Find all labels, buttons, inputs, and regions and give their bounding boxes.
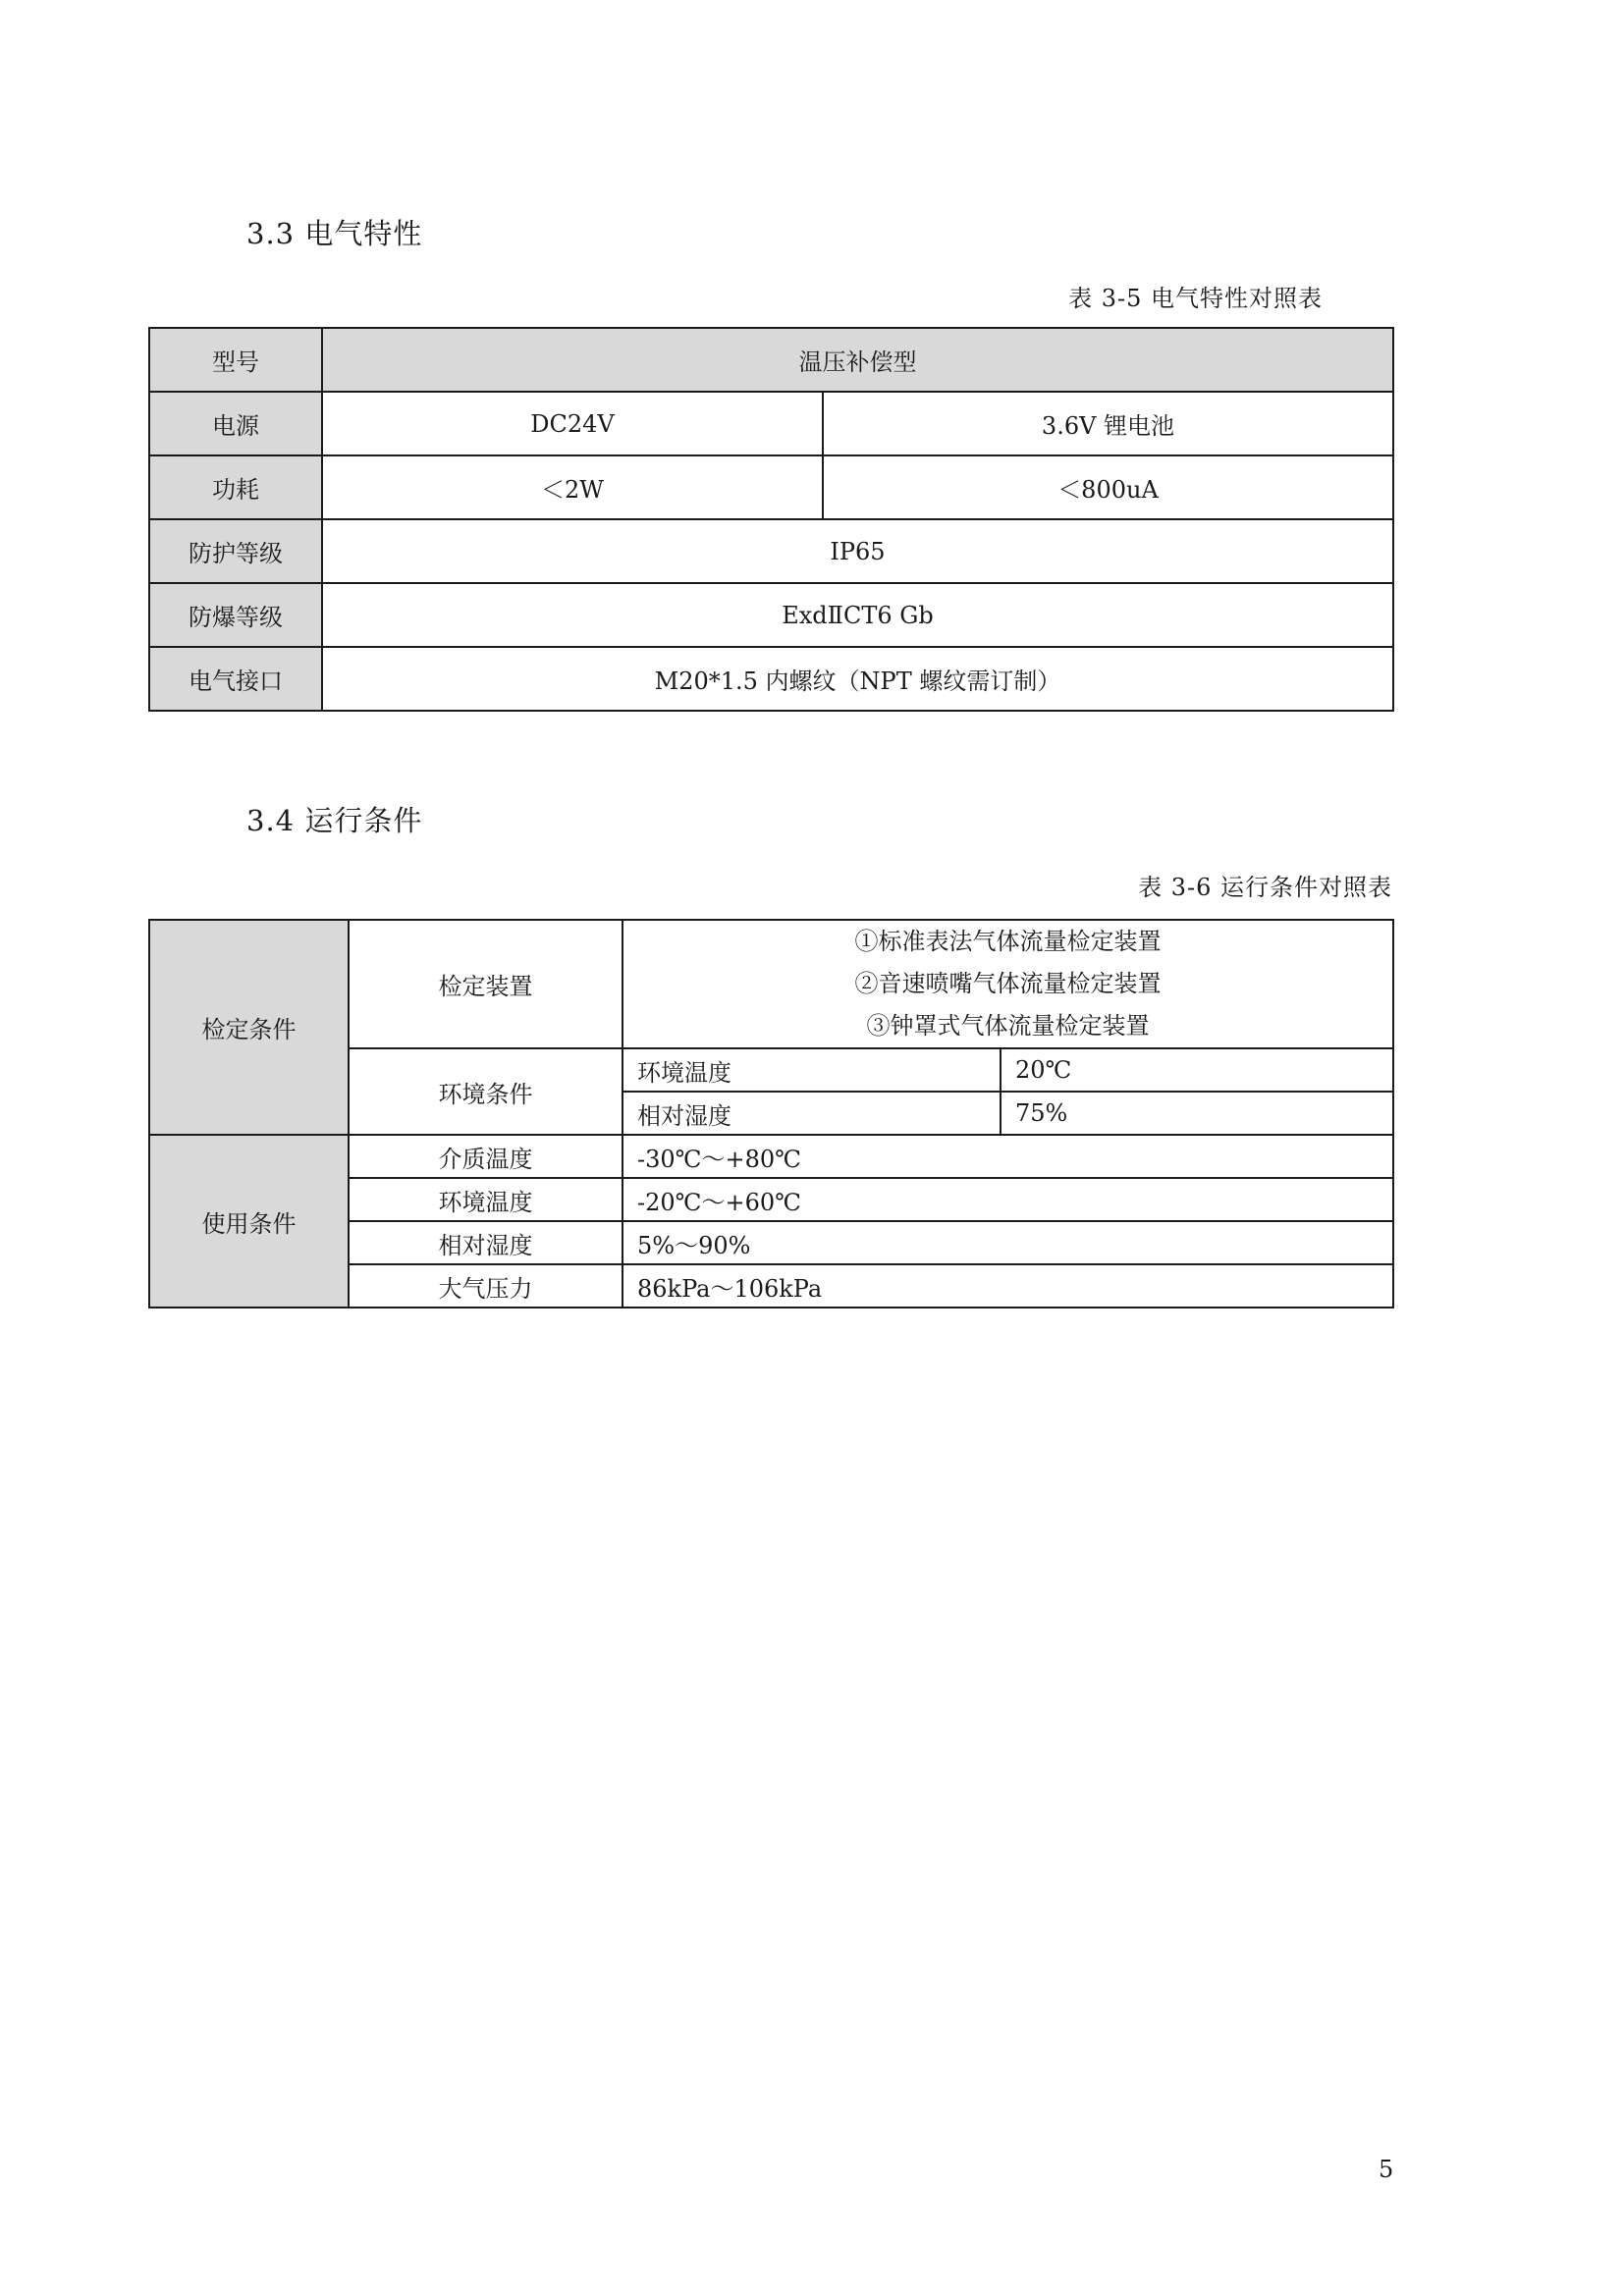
operating-conditions-table — [148, 919, 1394, 1308]
usage-condition-name: 环境温度 — [349, 1178, 623, 1221]
table-caption-3-6: 表 3-6 运行条件对照表 — [1138, 874, 1392, 901]
table-row — [149, 583, 1393, 647]
power-battery-value: 3.6V 锂电池 — [823, 392, 1393, 455]
device-item: ②音速喷嘴气体流量检定装置 — [854, 970, 1162, 997]
usage-condition-value: 86kPa～106kPa — [623, 1264, 1393, 1308]
consumption-dc-value: ＜2W — [322, 455, 823, 519]
protection-value: IP65 — [322, 519, 1393, 583]
table-row — [149, 455, 1393, 519]
table-row — [149, 920, 1393, 1048]
env-value: 20℃ — [1001, 1048, 1393, 1092]
section-heading-3-3: 3.3 电气特性 — [246, 217, 423, 250]
verification-conditions-label: 检定条件 — [149, 920, 349, 1135]
usage-condition-value: 5%～90% — [623, 1221, 1393, 1264]
verification-device-label: 检定装置 — [349, 920, 623, 1048]
electrical-characteristics-table — [148, 327, 1394, 712]
usage-condition-name: 介质温度 — [349, 1135, 623, 1178]
usage-condition-value: -30℃～+80℃ — [623, 1135, 1393, 1178]
table-row — [149, 1135, 1393, 1178]
usage-condition-name: 相对湿度 — [349, 1221, 623, 1264]
device-item: ①标准表法气体流量检定装置 — [854, 928, 1162, 955]
interface-value: M20*1.5 内螺纹（NPT 螺纹需订制） — [322, 647, 1393, 711]
table-caption-3-5: 表 3-5 电气特性对照表 — [1068, 285, 1323, 312]
usage-condition-value: -20℃～+60℃ — [623, 1178, 1393, 1221]
device-item: ③钟罩式气体流量检定装置 — [866, 1012, 1150, 1040]
power-dc-value: DC24V — [322, 392, 823, 455]
table-row — [149, 647, 1393, 711]
consumption-battery-value: ＜800uA — [823, 455, 1393, 519]
env-name: 环境温度 — [623, 1048, 1001, 1092]
model-value: 温压补偿型 — [322, 328, 1393, 392]
power-label: 电源 — [149, 392, 322, 455]
explosion-label: 防爆等级 — [149, 583, 322, 647]
verification-device-list — [623, 920, 1393, 1048]
env-name: 相对湿度 — [623, 1092, 1001, 1135]
table-row — [149, 519, 1393, 583]
table-row — [149, 328, 1393, 392]
usage-condition-name: 大气压力 — [349, 1264, 623, 1308]
interface-label: 电气接口 — [149, 647, 322, 711]
explosion-value: ExdⅡCT6 Gb — [322, 583, 1393, 647]
section-heading-3-4: 3.4 运行条件 — [246, 804, 423, 837]
table-row — [149, 392, 1393, 455]
env-value: 75% — [1001, 1092, 1393, 1135]
usage-conditions-label: 使用条件 — [149, 1135, 349, 1308]
page-number: 5 — [1379, 2156, 1394, 2183]
environment-conditions-label: 环境条件 — [349, 1048, 623, 1135]
model-label: 型号 — [149, 328, 322, 392]
consumption-label: 功耗 — [149, 455, 322, 519]
protection-label: 防护等级 — [149, 519, 322, 583]
